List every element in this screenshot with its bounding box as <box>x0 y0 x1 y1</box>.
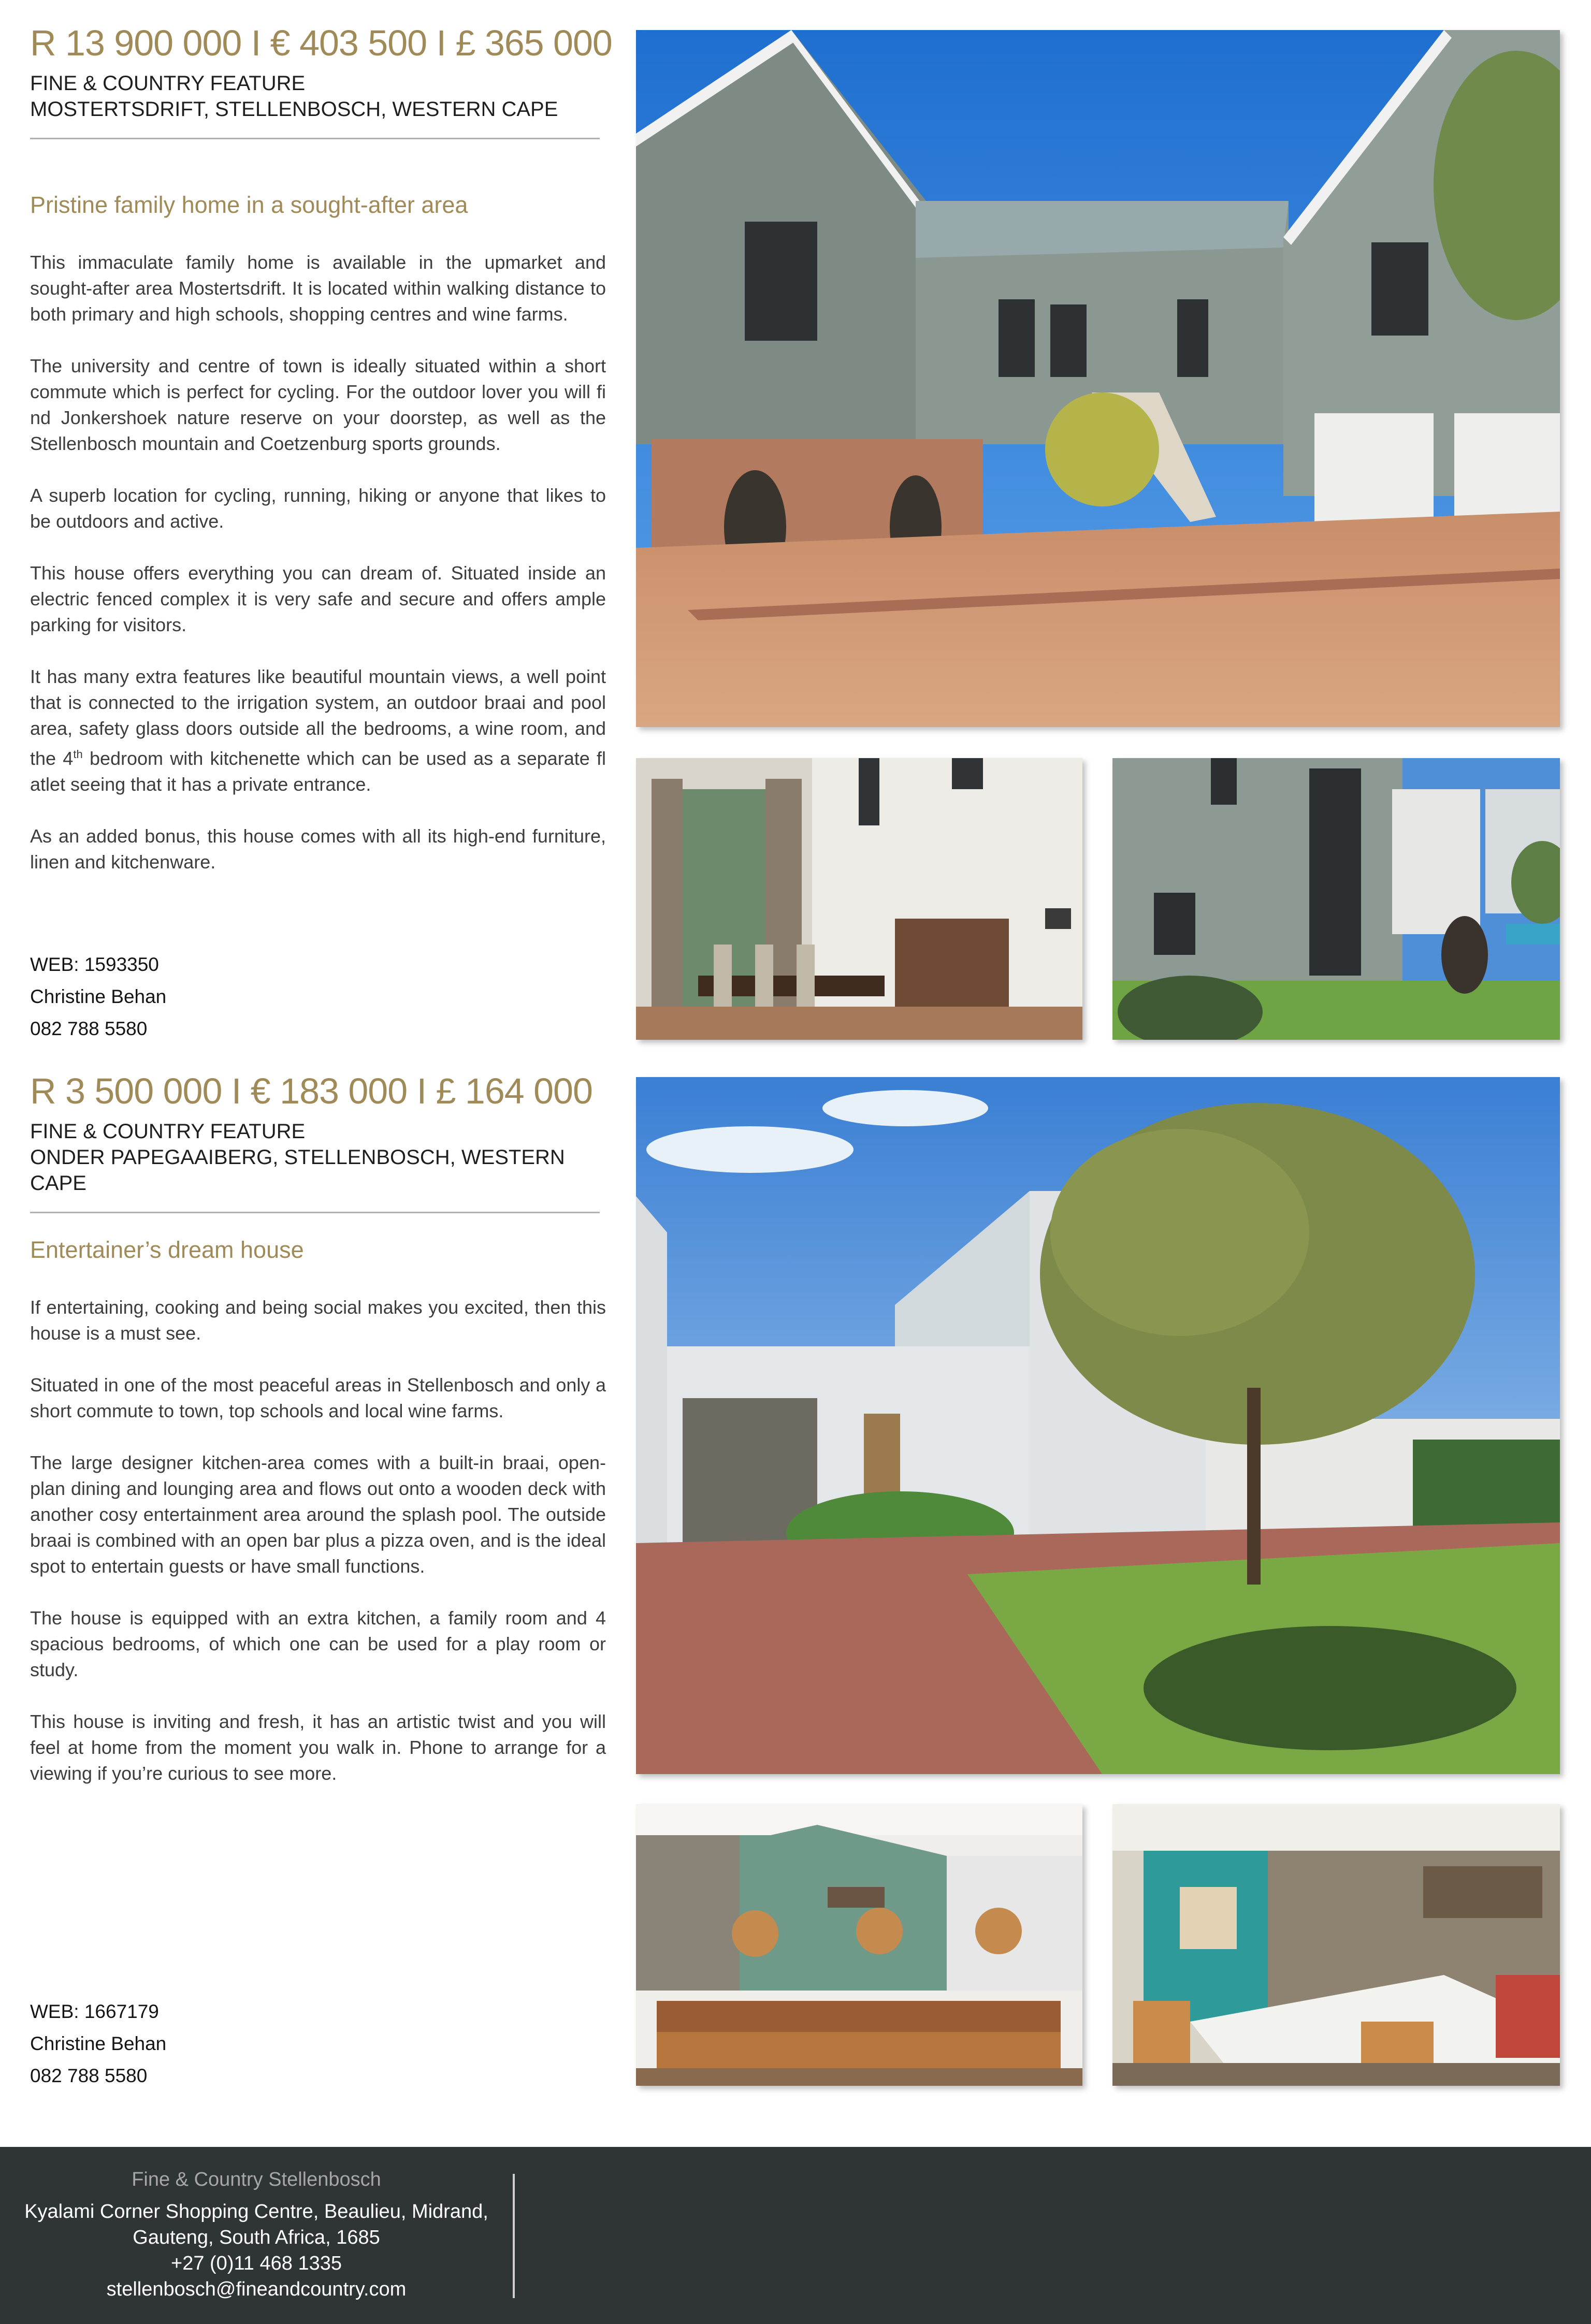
header-divider <box>30 138 600 139</box>
agent-name: Christine Behan <box>30 2033 167 2054</box>
agent-phone[interactable]: 082 788 5580 <box>30 2065 148 2086</box>
listing-body <box>30 1237 606 1786</box>
contact-block <box>30 1996 166 2092</box>
dining-room-image <box>636 758 1082 1040</box>
description-paragraph: This house is inviting and fresh, it has an artistic twist and you will feel at home from the moment you walk in. Phone to arrange for a viewing if you’re curious to see more. <box>30 1711 606 1784</box>
agent-phone[interactable]: 082 788 5580 <box>30 1018 148 1039</box>
location: MOSTERTSDRIFT, STELLENBOSCH, WESTERN CAPE <box>30 98 558 121</box>
feature-label: FINE & COUNTRY FEATURE <box>30 1120 306 1143</box>
house-garden-image <box>636 1077 1560 1774</box>
garden-photo <box>1112 758 1560 1040</box>
price: R 3 500 000 I € 183 000 I £ 164 000 <box>30 1071 592 1111</box>
listing-body <box>30 192 606 875</box>
description-paragraph: The university and centre of town is ideally situated within a short commute which is perfect for cycling. For the outdoor lover you will fi nd Jonkershoek nature reserve on your doorstep, as well as the Stellenbosch mountain and Coetzenburg sports grounds. <box>30 355 606 454</box>
listing-onder-papegaaiberg <box>0 1046 1591 2123</box>
contact-block <box>30 949 166 1045</box>
description-paragraph: The large designer kitchen-area comes with a built-in braai, open-plan dining and lounging area and flows out onto a wooden deck with another cosy entertainment area around the splash pool. The outside braai is combined with an open bar plus a pizza oven, and is the ideal spot to entertain guests or have small functions. <box>30 1452 606 1577</box>
house-exterior-image <box>636 30 1560 727</box>
listing-header <box>30 1068 606 1213</box>
exterior-photo-main <box>636 1077 1560 1774</box>
location: ONDER PAPEGAAIBERG, STELLENBOSCH, WESTERN CAPE <box>30 1146 565 1195</box>
features-text-a: It has many extra features like beautiful mountain views, a well point that is connected to the irrigation system, an outdoor braai and pool area, safety glass doors outside all the bedrooms, a wine room, and the 4 <box>30 666 606 769</box>
listing-header <box>30 20 612 139</box>
listing-mostertsdrift <box>0 0 1591 1056</box>
kitchen-photo <box>636 1804 1082 2086</box>
description-paragraph: Situated in one of the most peaceful areas in Stellenbosch and only a short commute to town, top schools and local wine farms. <box>30 1374 606 1421</box>
feature-label: FINE & COUNTRY FEATURE <box>30 72 306 95</box>
office-phone[interactable]: +27 (0)11 468 1335 <box>171 2253 342 2274</box>
features-paragraph <box>30 664 606 797</box>
description-paragraph: A superb location for cycling, running, hiking or anyone that likes to be outdoors and active. <box>30 485 606 532</box>
office-footer <box>0 2147 1591 2324</box>
features-text-b: bedroom with kitchenette which can be used as a separate fl atlet seeing that it has a private entrance. <box>30 748 606 795</box>
price: R 13 900 000 I € 403 500 I £ 365 000 <box>30 23 612 63</box>
interior-photo <box>636 758 1082 1040</box>
header-divider <box>30 1212 600 1213</box>
description-paragraph: The house is equipped with an extra kitchen, a family room and 4 spacious bedrooms, of which one can be used for a play room or study. <box>30 1607 606 1680</box>
headline: Entertainer’s dream house <box>30 1237 304 1263</box>
address-line-1: Kyalami Corner Shopping Centre, Beaulieu, Midrand, <box>24 2201 488 2223</box>
web-reference: WEB: 1667179 <box>30 2001 159 2022</box>
description-paragraph: If entertaining, cooking and being social makes you excited, then this house is a must see. <box>30 1297 606 1344</box>
office-address <box>0 2199 513 2302</box>
office-name: Fine & Country Stellenbosch <box>132 2169 381 2190</box>
office-email[interactable]: stellenbosch@fineandcountry.com <box>106 2278 407 2300</box>
garden-exterior-image <box>1112 758 1560 1040</box>
web-reference: WEB: 1593350 <box>30 954 159 975</box>
description-paragraph: As an added bonus, this house comes with all its high-end furniture, linen and kitchenware. <box>30 825 606 873</box>
kitchen-image <box>636 1804 1082 2086</box>
description-paragraph: This immaculate family home is available in the upmarket and sought-after area Mostertsdrift. It is located within walking distance to both primary and high schools, shopping centres and wine farms. <box>30 252 606 325</box>
footer-divider <box>513 2174 515 2298</box>
headline: Pristine family home in a sought-after area <box>30 192 468 218</box>
dining-photo <box>1112 1804 1560 2086</box>
ordinal-suffix: th <box>73 748 83 761</box>
agent-name: Christine Behan <box>30 986 167 1007</box>
dining-table-image <box>1112 1804 1560 2086</box>
description-paragraph: This house offers everything you can dream of. Situated inside an electric fenced complex it is very safe and secure and offers ample parking for visitors. <box>30 562 606 635</box>
address-line-2: Gauteng, South Africa, 1685 <box>133 2227 380 2248</box>
exterior-photo-main <box>636 30 1560 727</box>
